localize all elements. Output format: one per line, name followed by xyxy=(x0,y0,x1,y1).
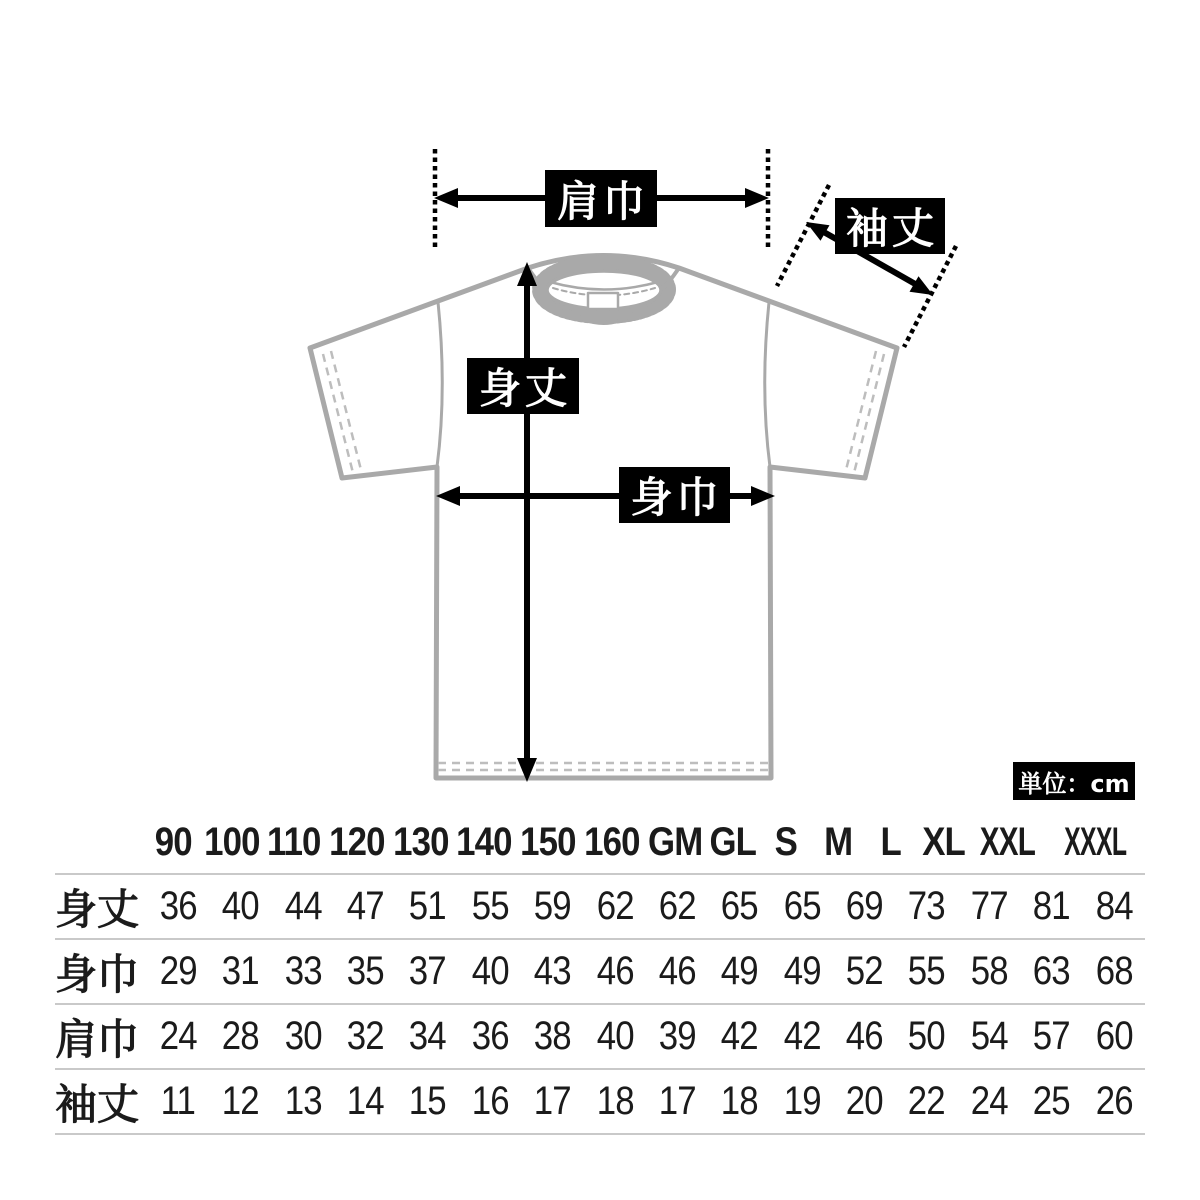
measurement-cell: 18 xyxy=(596,1079,634,1123)
measurement-cell: 49 xyxy=(721,949,759,993)
measurement-cell: 35 xyxy=(346,949,384,993)
size-header-cell: XXL xyxy=(979,820,1035,864)
measurement-cell: 84 xyxy=(1095,884,1133,928)
measurement-cell: 37 xyxy=(409,949,447,993)
measurement-cell: 25 xyxy=(1032,1079,1070,1123)
size-header-cell: 140 xyxy=(456,820,512,864)
size-header-cell: 150 xyxy=(520,820,576,864)
measurement-cell: 49 xyxy=(783,949,821,993)
measurement-cell: 55 xyxy=(471,884,509,928)
measurement-cell: 20 xyxy=(845,1079,883,1123)
size-header-cell: 110 xyxy=(267,820,321,864)
measurement-cell: 16 xyxy=(471,1079,509,1123)
measurement-cell: 26 xyxy=(1095,1079,1133,1123)
measurement-cell: 54 xyxy=(970,1014,1008,1058)
measurement-cell: 62 xyxy=(658,884,696,928)
size-table-header-row xyxy=(55,812,1145,875)
neck-label-tag xyxy=(588,293,618,309)
measurement-cell: 13 xyxy=(284,1079,322,1123)
measurement-cell: 60 xyxy=(1095,1014,1133,1058)
size-header-cell: 120 xyxy=(328,820,385,864)
measurement-cell: 34 xyxy=(409,1014,447,1058)
measurement-cell: 69 xyxy=(845,884,883,928)
measurement-cell: 24 xyxy=(159,1014,197,1058)
measurement-cell: 46 xyxy=(658,949,696,993)
measurement-row xyxy=(55,875,1145,940)
measurement-cell: 40 xyxy=(471,949,509,993)
measurement-cell: 43 xyxy=(533,949,571,993)
measurement-cell: 22 xyxy=(908,1079,946,1123)
size-header-cell: M xyxy=(824,820,853,864)
measurement-cell: 81 xyxy=(1032,884,1070,928)
size-header-cell: 100 xyxy=(203,820,260,864)
measurement-cell: 42 xyxy=(721,1014,759,1058)
measurement-cell: 18 xyxy=(721,1079,759,1123)
sleeve-guide-line-lower xyxy=(904,246,956,347)
measurement-cell: 77 xyxy=(970,884,1008,928)
measurement-cell: 40 xyxy=(222,884,260,928)
measurement-cell: 19 xyxy=(783,1079,821,1123)
measurement-cell: 58 xyxy=(970,949,1008,993)
body-width-label: 身巾 xyxy=(619,467,730,523)
row-label: 肩巾 xyxy=(55,1014,140,1064)
measurement-cell: 62 xyxy=(596,884,634,928)
measurement-cell: 51 xyxy=(409,884,447,928)
measurement-cell: 65 xyxy=(783,884,821,928)
measurement-cell: 46 xyxy=(845,1014,883,1058)
measurement-cell: 39 xyxy=(658,1014,696,1058)
measurement-cell: 52 xyxy=(845,949,883,993)
measurement-cell: 28 xyxy=(222,1014,260,1058)
measurement-cell: 42 xyxy=(783,1014,821,1058)
size-header-cell: L xyxy=(880,820,902,864)
measurement-cell: 50 xyxy=(908,1014,946,1058)
measurement-cell: 40 xyxy=(596,1014,634,1058)
size-header-cell: XXXL xyxy=(1063,820,1126,864)
measurement-cell: 15 xyxy=(409,1079,447,1123)
measurement-cell: 38 xyxy=(533,1014,571,1058)
tshirt-outline xyxy=(310,256,897,779)
measurement-cell: 46 xyxy=(596,949,634,993)
measurement-cell: 44 xyxy=(284,884,322,928)
sleeve-length-label: 袖丈 xyxy=(835,198,945,254)
measurement-cell: 47 xyxy=(346,884,384,928)
measurement-cell: 32 xyxy=(346,1014,384,1058)
measurement-cell: 36 xyxy=(159,884,197,928)
body-length-label: 身丈 xyxy=(467,358,579,414)
measurement-cell: 12 xyxy=(222,1079,260,1123)
row-label: 身巾 xyxy=(55,949,140,999)
measurement-cell: 31 xyxy=(222,949,260,993)
measurement-cell: 17 xyxy=(658,1079,696,1123)
size-header-cell: GM xyxy=(647,820,702,864)
size-header-cell: 160 xyxy=(583,820,640,864)
measurement-cell: 17 xyxy=(533,1079,571,1123)
size-header-cell: 90 xyxy=(154,820,192,864)
measurement-cell: 68 xyxy=(1095,949,1133,993)
measurement-row xyxy=(55,1070,1145,1135)
measurement-cell: 24 xyxy=(970,1079,1008,1123)
measurement-cell: 36 xyxy=(471,1014,509,1058)
row-label: 袖丈 xyxy=(55,1079,140,1129)
measurement-cell: 63 xyxy=(1032,949,1070,993)
measurement-cell: 73 xyxy=(908,884,946,928)
measurement-row xyxy=(55,940,1145,1005)
measurement-row xyxy=(55,1005,1145,1070)
shoulder-arrowhead-left xyxy=(434,188,458,208)
unit-badge: 単位：cm xyxy=(1013,762,1135,800)
shoulder-arrowhead-right xyxy=(745,188,769,208)
measurement-cell: 30 xyxy=(284,1014,322,1058)
size-header-cell: S xyxy=(774,820,798,864)
measurement-cell: 57 xyxy=(1032,1014,1070,1058)
size-table xyxy=(55,812,1145,1135)
measurement-cell: 29 xyxy=(159,949,197,993)
row-label: 身丈 xyxy=(55,884,140,934)
measurement-cell: 55 xyxy=(908,949,946,993)
shoulder-width-label: 肩巾 xyxy=(545,170,657,227)
measurement-cell: 65 xyxy=(721,884,759,928)
size-header-cell: GL xyxy=(709,820,757,864)
measurement-cell: 11 xyxy=(160,1079,196,1123)
size-header-cell: XL xyxy=(922,820,965,864)
measurement-cell: 14 xyxy=(346,1079,384,1123)
measurement-cell: 59 xyxy=(533,884,571,928)
measurement-cell: 33 xyxy=(284,949,322,993)
size-header-cell: 130 xyxy=(392,820,449,864)
